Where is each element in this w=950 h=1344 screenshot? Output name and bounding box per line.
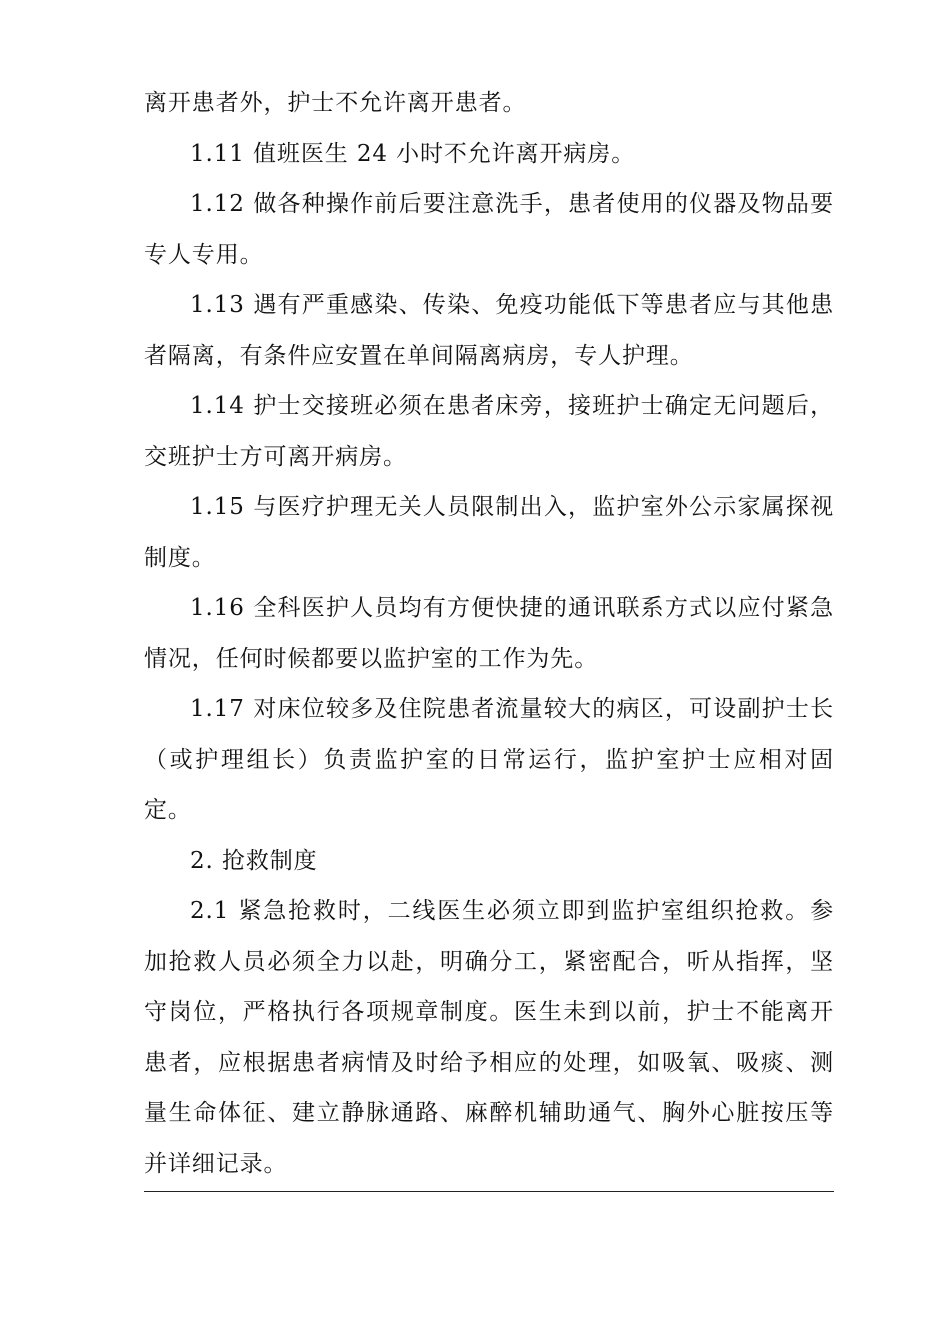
- paragraph-continuation: 离开患者外，护士不允许离开患者。: [144, 90, 527, 116]
- footer-divider: [144, 1191, 834, 1192]
- paragraph-1-17: 1.17 对床位较多及住院患者流量较大的病区，可设副护士长（或护理组长）负责监护室的日常运行，监护室护士应相对固定。: [144, 696, 834, 823]
- paragraph-1-12: 1.12 做各种操作前后要注意洗手，患者使用的仪器及物品要专人专用。: [144, 191, 834, 268]
- paragraph-1-11: 1.11 值班医生 24 小时不允许离开病房。: [190, 140, 636, 167]
- paragraph-1-13: 1.13 遇有严重感染、传染、免疫功能低下等患者应与其他患者隔离，有条件应安置在单间隔离病房，专人护理。: [144, 292, 834, 369]
- paragraph-1-16: 1.16 全科医护人员均有方便快捷的通讯联系方式以应付紧急情况，任何时候都要以监护室的工作为先。: [144, 595, 834, 672]
- paragraph-1-14: 1.14 护士交接班必须在患者床旁，接班护士确定无问题后，交班护士方可离开病房。: [144, 393, 834, 470]
- document-body: [144, 78, 834, 1189]
- paragraph-1-15: 1.15 与医疗护理无关人员限制出入，监护室外公示家属探视制度。: [144, 494, 834, 571]
- section-heading-2: 2. 抢救制度: [190, 847, 318, 874]
- paragraph-2-1: 2.1 紧急抢救时，二线医生必须立即到监护室组织抢救。参加抢救人员必须全力以赴，明确分工，紧密配合，听从指挥，坚守岗位，严格执行各项规章制度。医生未到以前，护士不能离开患者，应根据患者病情及时给予相应的处理，如吸氧、吸痰、测量生命体征、建立静脉通路、麻醉机辅助通气、胸外心脏按压等并详细记录。: [144, 898, 834, 1177]
